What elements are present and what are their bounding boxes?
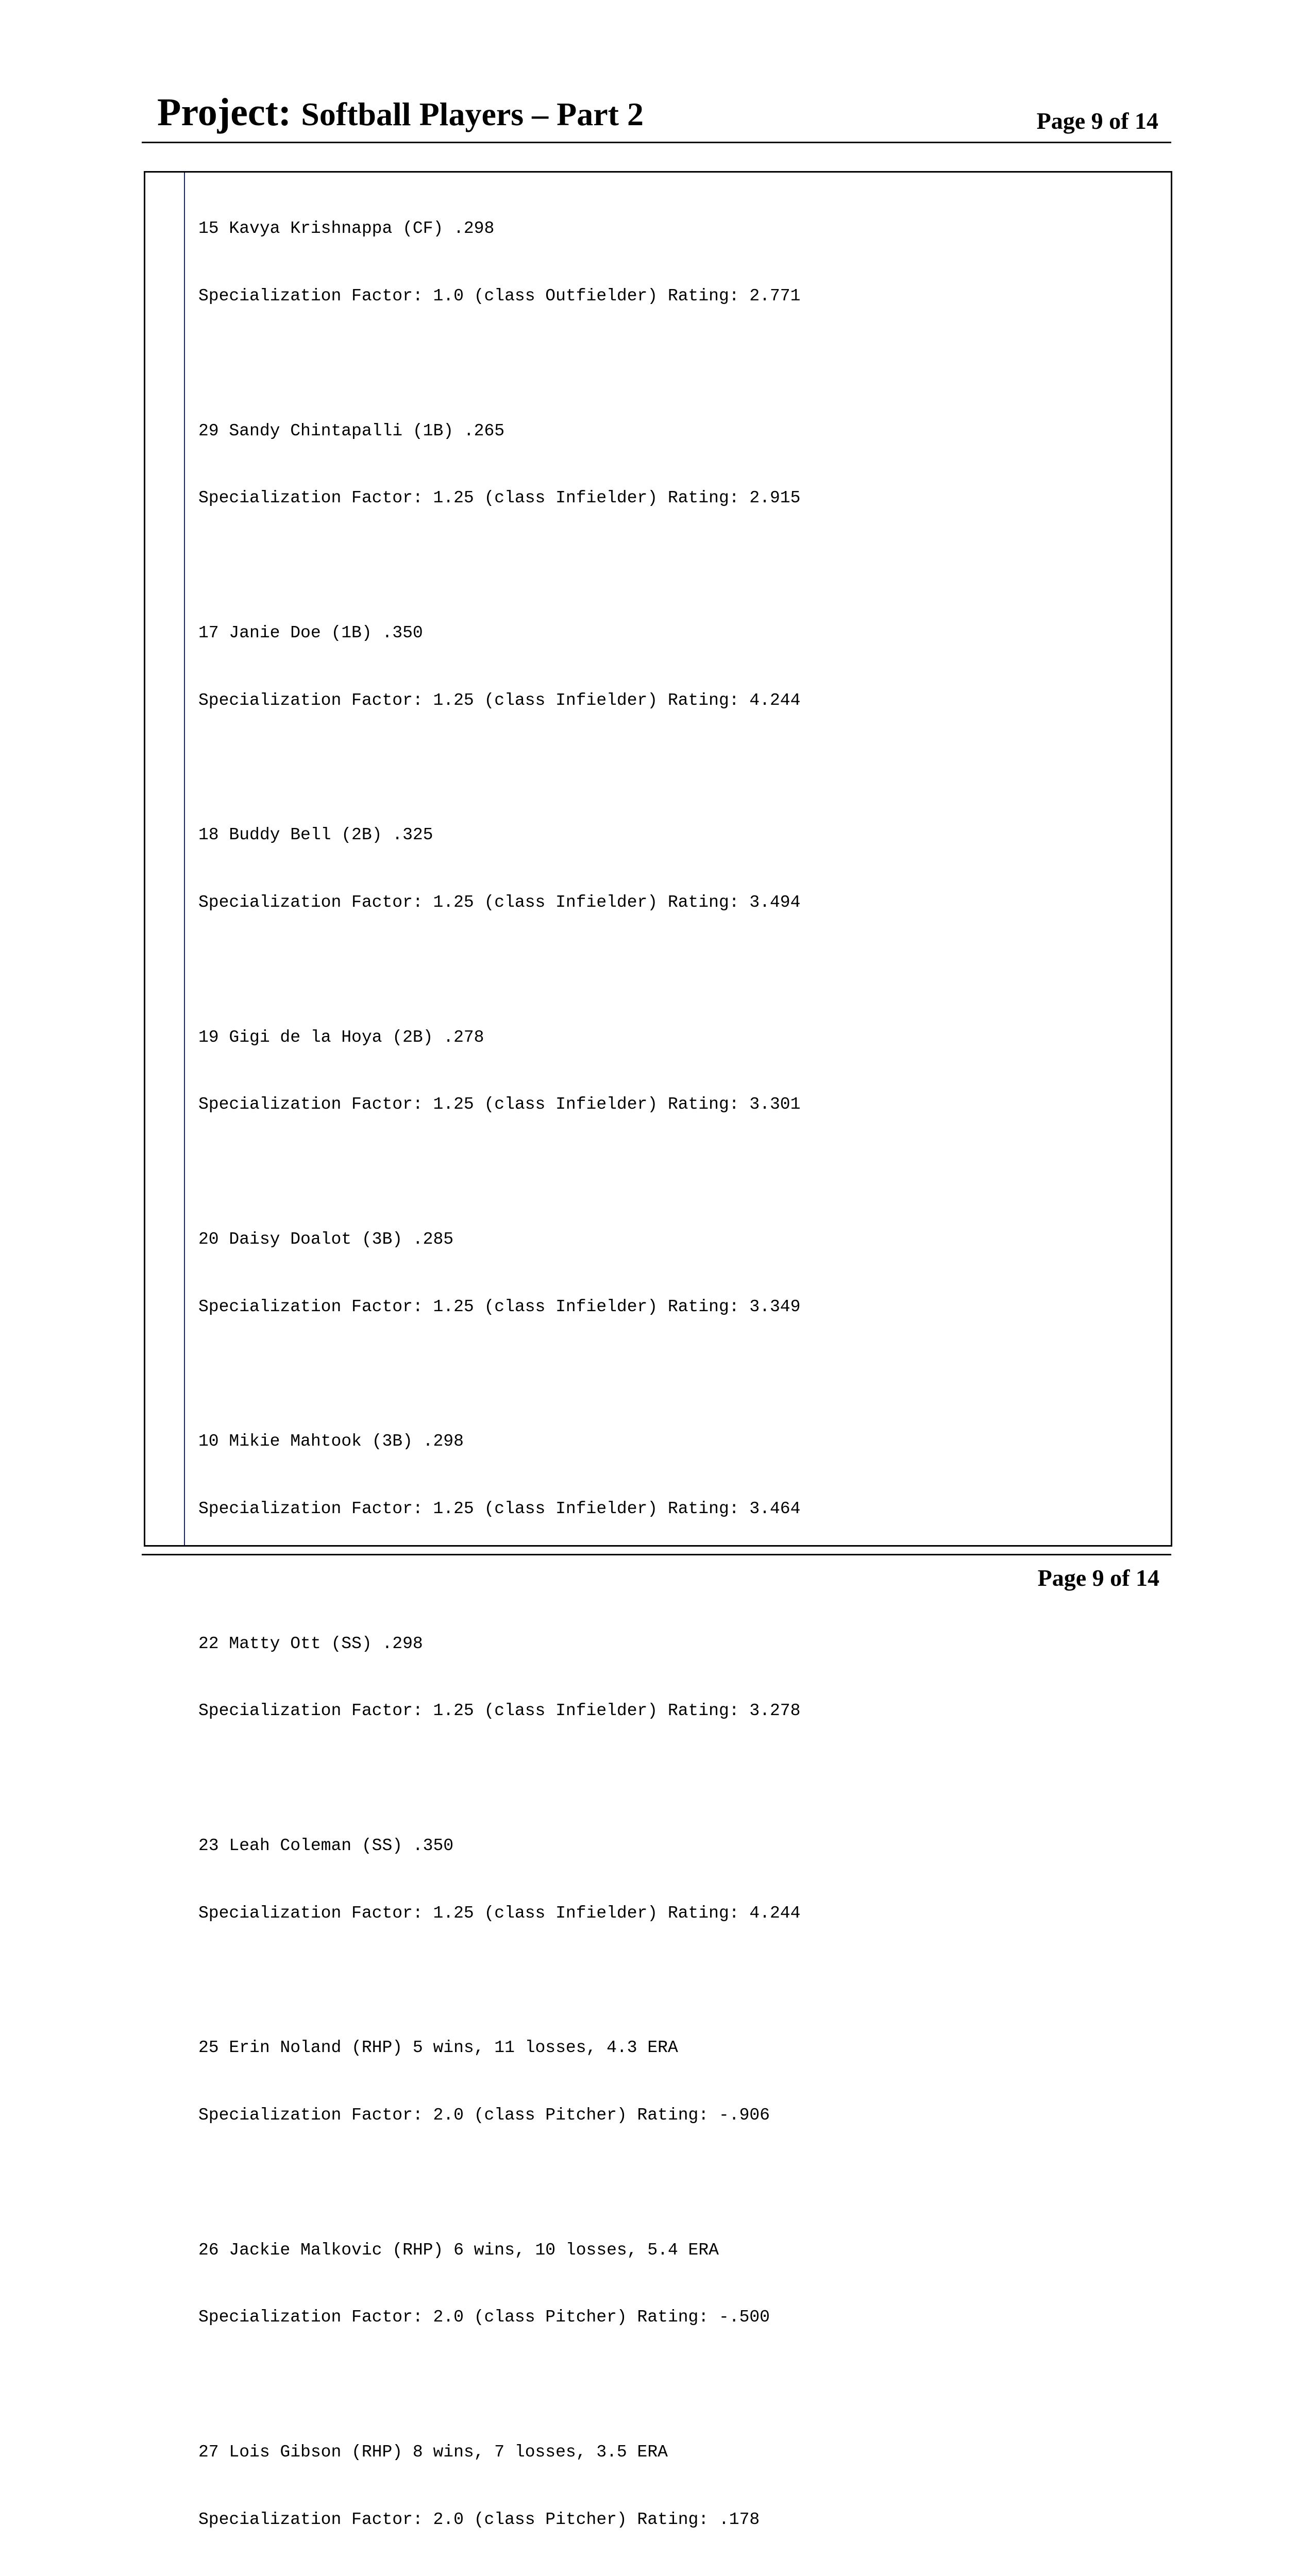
document-title (157, 87, 644, 140)
gutter-line (184, 173, 185, 1545)
program-output (198, 173, 1162, 2576)
footer-divider (142, 1554, 1171, 1555)
player-rating-line: Specialization Factor: 1.0 (class Outfielder) Rating: 2.771 (198, 285, 1162, 308)
player-entry-line: 26 Jackie Malkovic (RHP) 6 wins, 10 losses, 5.4 ERA (198, 2239, 1162, 2262)
player-rating-line: Specialization Factor: 1.25 (class Infielder) Rating: 4.244 (198, 689, 1162, 712)
blank-line (198, 2374, 1162, 2396)
blank-line (198, 1767, 1162, 1790)
player-rating-line: Specialization Factor: 2.0 (class Pitcher) Rating: .178 (198, 2509, 1162, 2531)
page-number-top: Page 9 of 14 (1037, 103, 1158, 139)
blank-line (198, 2172, 1162, 2194)
header-divider (142, 142, 1171, 143)
title-prefix: Project: (157, 91, 291, 134)
blank-line (198, 959, 1162, 981)
player-rating-line: Specialization Factor: 1.25 (class Infielder) Rating: 3.278 (198, 1700, 1162, 1722)
blank-line (198, 1161, 1162, 1183)
player-entry-line: 20 Daisy Doalot (3B) .285 (198, 1228, 1162, 1251)
player-entry-line: 18 Buddy Bell (2B) .325 (198, 824, 1162, 846)
player-rating-line: Specialization Factor: 2.0 (class Pitcher) Rating: -.906 (198, 2104, 1162, 2127)
player-rating-line: Specialization Factor: 1.25 (class Infielder) Rating: 3.494 (198, 891, 1162, 914)
blank-line (198, 1363, 1162, 1385)
blank-line (198, 352, 1162, 375)
player-entry-line: 15 Kavya Krishnappa (CF) .298 (198, 217, 1162, 240)
player-rating-line: Specialization Factor: 1.25 (class Infielder) Rating: 3.301 (198, 1093, 1162, 1116)
player-rating-line: Specialization Factor: 2.0 (class Pitcher) Rating: -.500 (198, 2306, 1162, 2329)
player-rating-line: Specialization Factor: 1.25 (class Infielder) Rating: 2.915 (198, 487, 1162, 510)
title-rest: Softball Players – Part 2 (301, 96, 644, 132)
player-entry-line: 19 Gigi de la Hoya (2B) .278 (198, 1026, 1162, 1049)
page-number-bottom: Page 9 of 14 (1038, 1560, 1159, 1596)
program-output-frame (144, 171, 1172, 1547)
player-entry-line: 27 Lois Gibson (RHP) 8 wins, 7 losses, 3.5 ERA (198, 2441, 1162, 2464)
player-entry-line: 17 Janie Doe (1B) .350 (198, 622, 1162, 645)
player-entry-line: 23 Leah Coleman (SS) .350 (198, 1835, 1162, 1857)
player-rating-line: Specialization Factor: 1.25 (class Infielder) Rating: 3.464 (198, 1498, 1162, 1520)
player-rating-line: Specialization Factor: 1.25 (class Infielder) Rating: 4.244 (198, 1902, 1162, 1925)
player-entry-line: 22 Matty Ott (SS) .298 (198, 1633, 1162, 1655)
blank-line (198, 1970, 1162, 1992)
player-entry-line: 25 Erin Noland (RHP) 5 wins, 11 losses, 4.3 ERA (198, 2037, 1162, 2059)
player-entry-line: 10 Mikie Mahtook (3B) .298 (198, 1430, 1162, 1453)
blank-line (198, 756, 1162, 779)
blank-line (198, 1565, 1162, 1588)
blank-line (198, 554, 1162, 577)
player-rating-line: Specialization Factor: 1.25 (class Infielder) Rating: 3.349 (198, 1296, 1162, 1318)
player-entry-line: 29 Sandy Chintapalli (1B) .265 (198, 420, 1162, 443)
page-header (142, 87, 1171, 143)
